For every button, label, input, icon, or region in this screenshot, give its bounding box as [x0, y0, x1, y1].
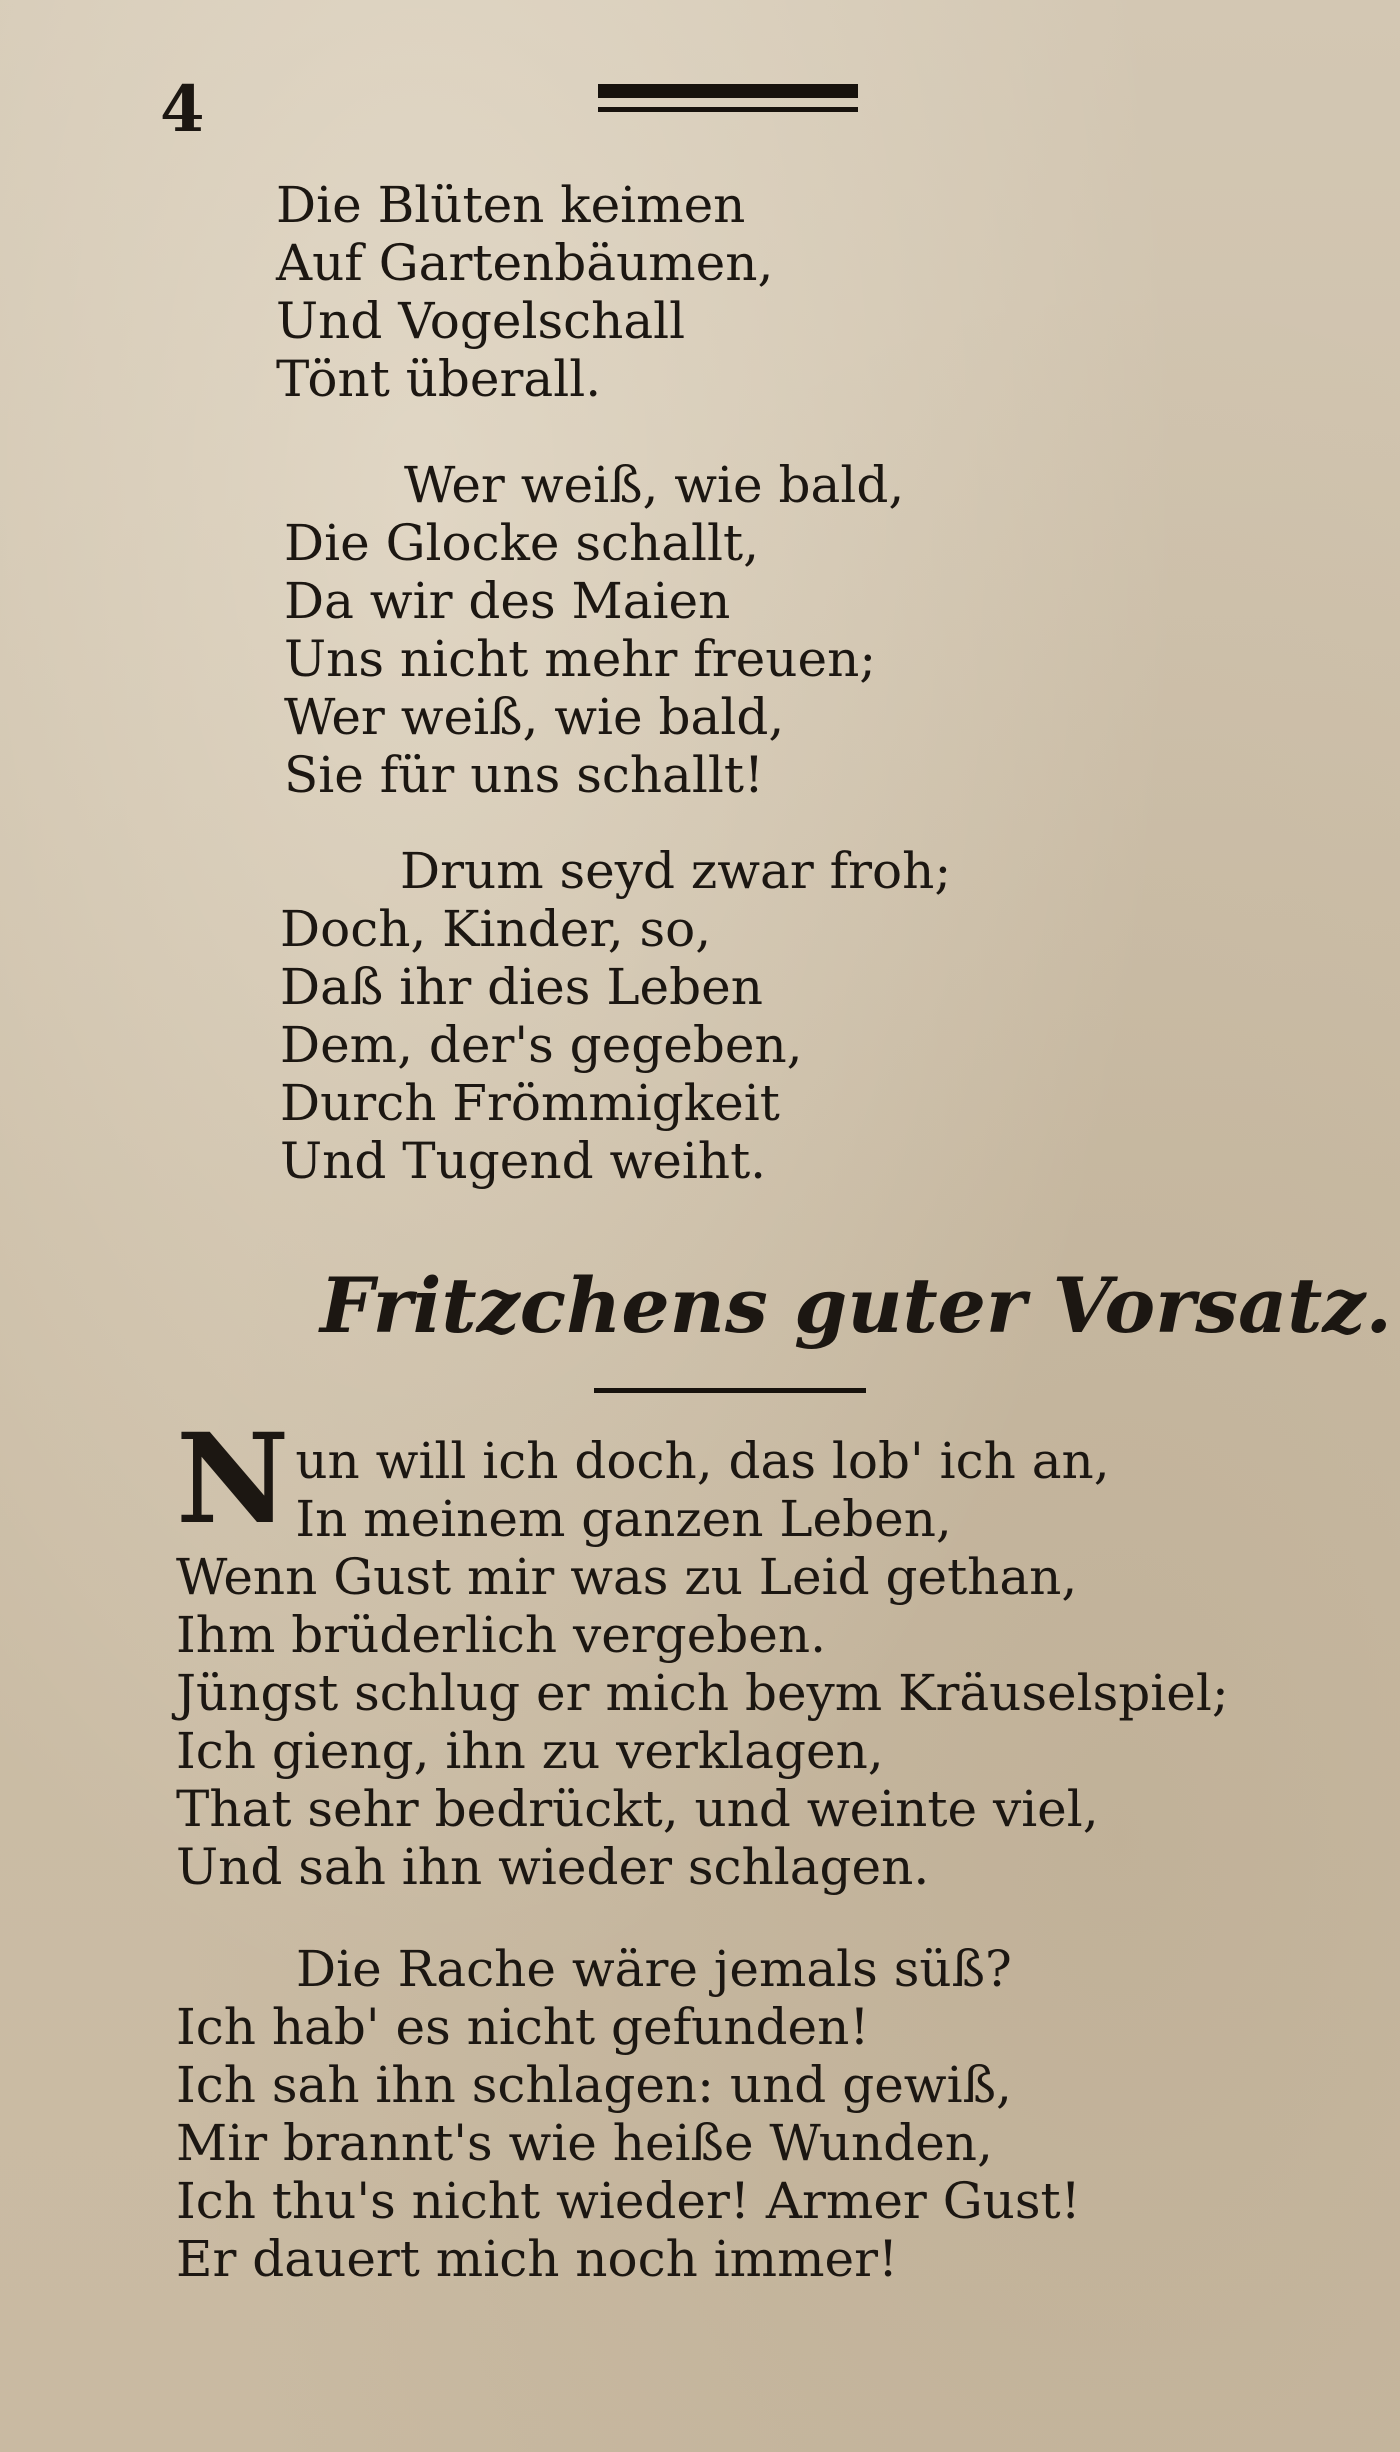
header-rule	[598, 84, 858, 112]
verse-line: Wer weiß, wie bald,	[284, 688, 785, 746]
poem-2-stanza-1	[176, 1407, 1229, 1896]
verse-line: Und sah ihn wieder schlagen.	[176, 1838, 930, 1896]
verse-line: Durch Frömmigkeit	[280, 1074, 780, 1132]
poem-1-stanza-3	[280, 842, 951, 1190]
verse-line: Ich gieng, ihn zu verklagen,	[176, 1722, 884, 1780]
verse-line: Wenn Gust mir was zu Leid gethan,	[176, 1548, 1078, 1606]
verse-line: Und Tugend weiht.	[280, 1132, 767, 1190]
verse-line: Die Blüten keimen	[276, 176, 746, 234]
poem-1-stanza-2	[284, 456, 904, 804]
verse-line: Die Rache wäre jemals süß?	[296, 1940, 1012, 1998]
verse-line: In meinem ganzen Leben,	[295, 1490, 952, 1548]
verse-line: Sie für uns schallt!	[284, 746, 765, 804]
header-rule-thick	[598, 84, 858, 98]
verse-line: Die Glocke schallt,	[284, 514, 760, 572]
verse-line: Ihm brüderlich vergeben.	[176, 1606, 826, 1664]
verse-line: Ich sah ihn schlagen: und gewiß,	[176, 2056, 1012, 2114]
verse-line: Daß ihr dies Leben	[280, 958, 763, 1016]
verse-line: Tönt überall.	[276, 350, 602, 408]
verse-line: Ich thu's nicht wieder! Armer Gust!	[176, 2172, 1081, 2230]
title-rule	[594, 1388, 866, 1393]
poem-title: Fritzchens guter Vorsatz.	[320, 1261, 1393, 1350]
poem-1-stanza-1	[276, 176, 773, 408]
verse-line: That sehr bedrückt, und weinte viel,	[176, 1780, 1099, 1838]
verse-line: Doch, Kinder, so,	[280, 900, 712, 958]
verse-line: Er dauert mich noch immer!	[176, 2230, 899, 2288]
verse-line: Uns nicht mehr freuen;	[284, 630, 877, 688]
verse-line: Mir brannt's wie heiße Wunden,	[176, 2114, 993, 2172]
poem-2-stanza-2	[176, 1940, 1081, 2288]
verse-line: Da wir des Maien	[284, 572, 731, 630]
verse-line: Ich hab' es nicht gefunden!	[176, 1998, 870, 2056]
header-rule-thin	[598, 107, 858, 112]
verse-line: Jüngst schlug er mich beym Kräuselspiel;	[176, 1664, 1229, 1722]
verse-line: Auf Gartenbäumen,	[276, 234, 774, 292]
verse-line: Dem, der's gegeben,	[280, 1016, 803, 1074]
verse-line: Drum seyd zwar froh;	[400, 842, 952, 900]
page-number: 4	[160, 72, 205, 147]
verse-line-first-text: un will ich doch, das lob' ich an,	[295, 1432, 1110, 1490]
verse-line: Wer weiß, wie bald,	[404, 456, 905, 514]
verse-line: Und Vogelschall	[276, 292, 686, 350]
drop-cap: N	[176, 1407, 290, 1552]
